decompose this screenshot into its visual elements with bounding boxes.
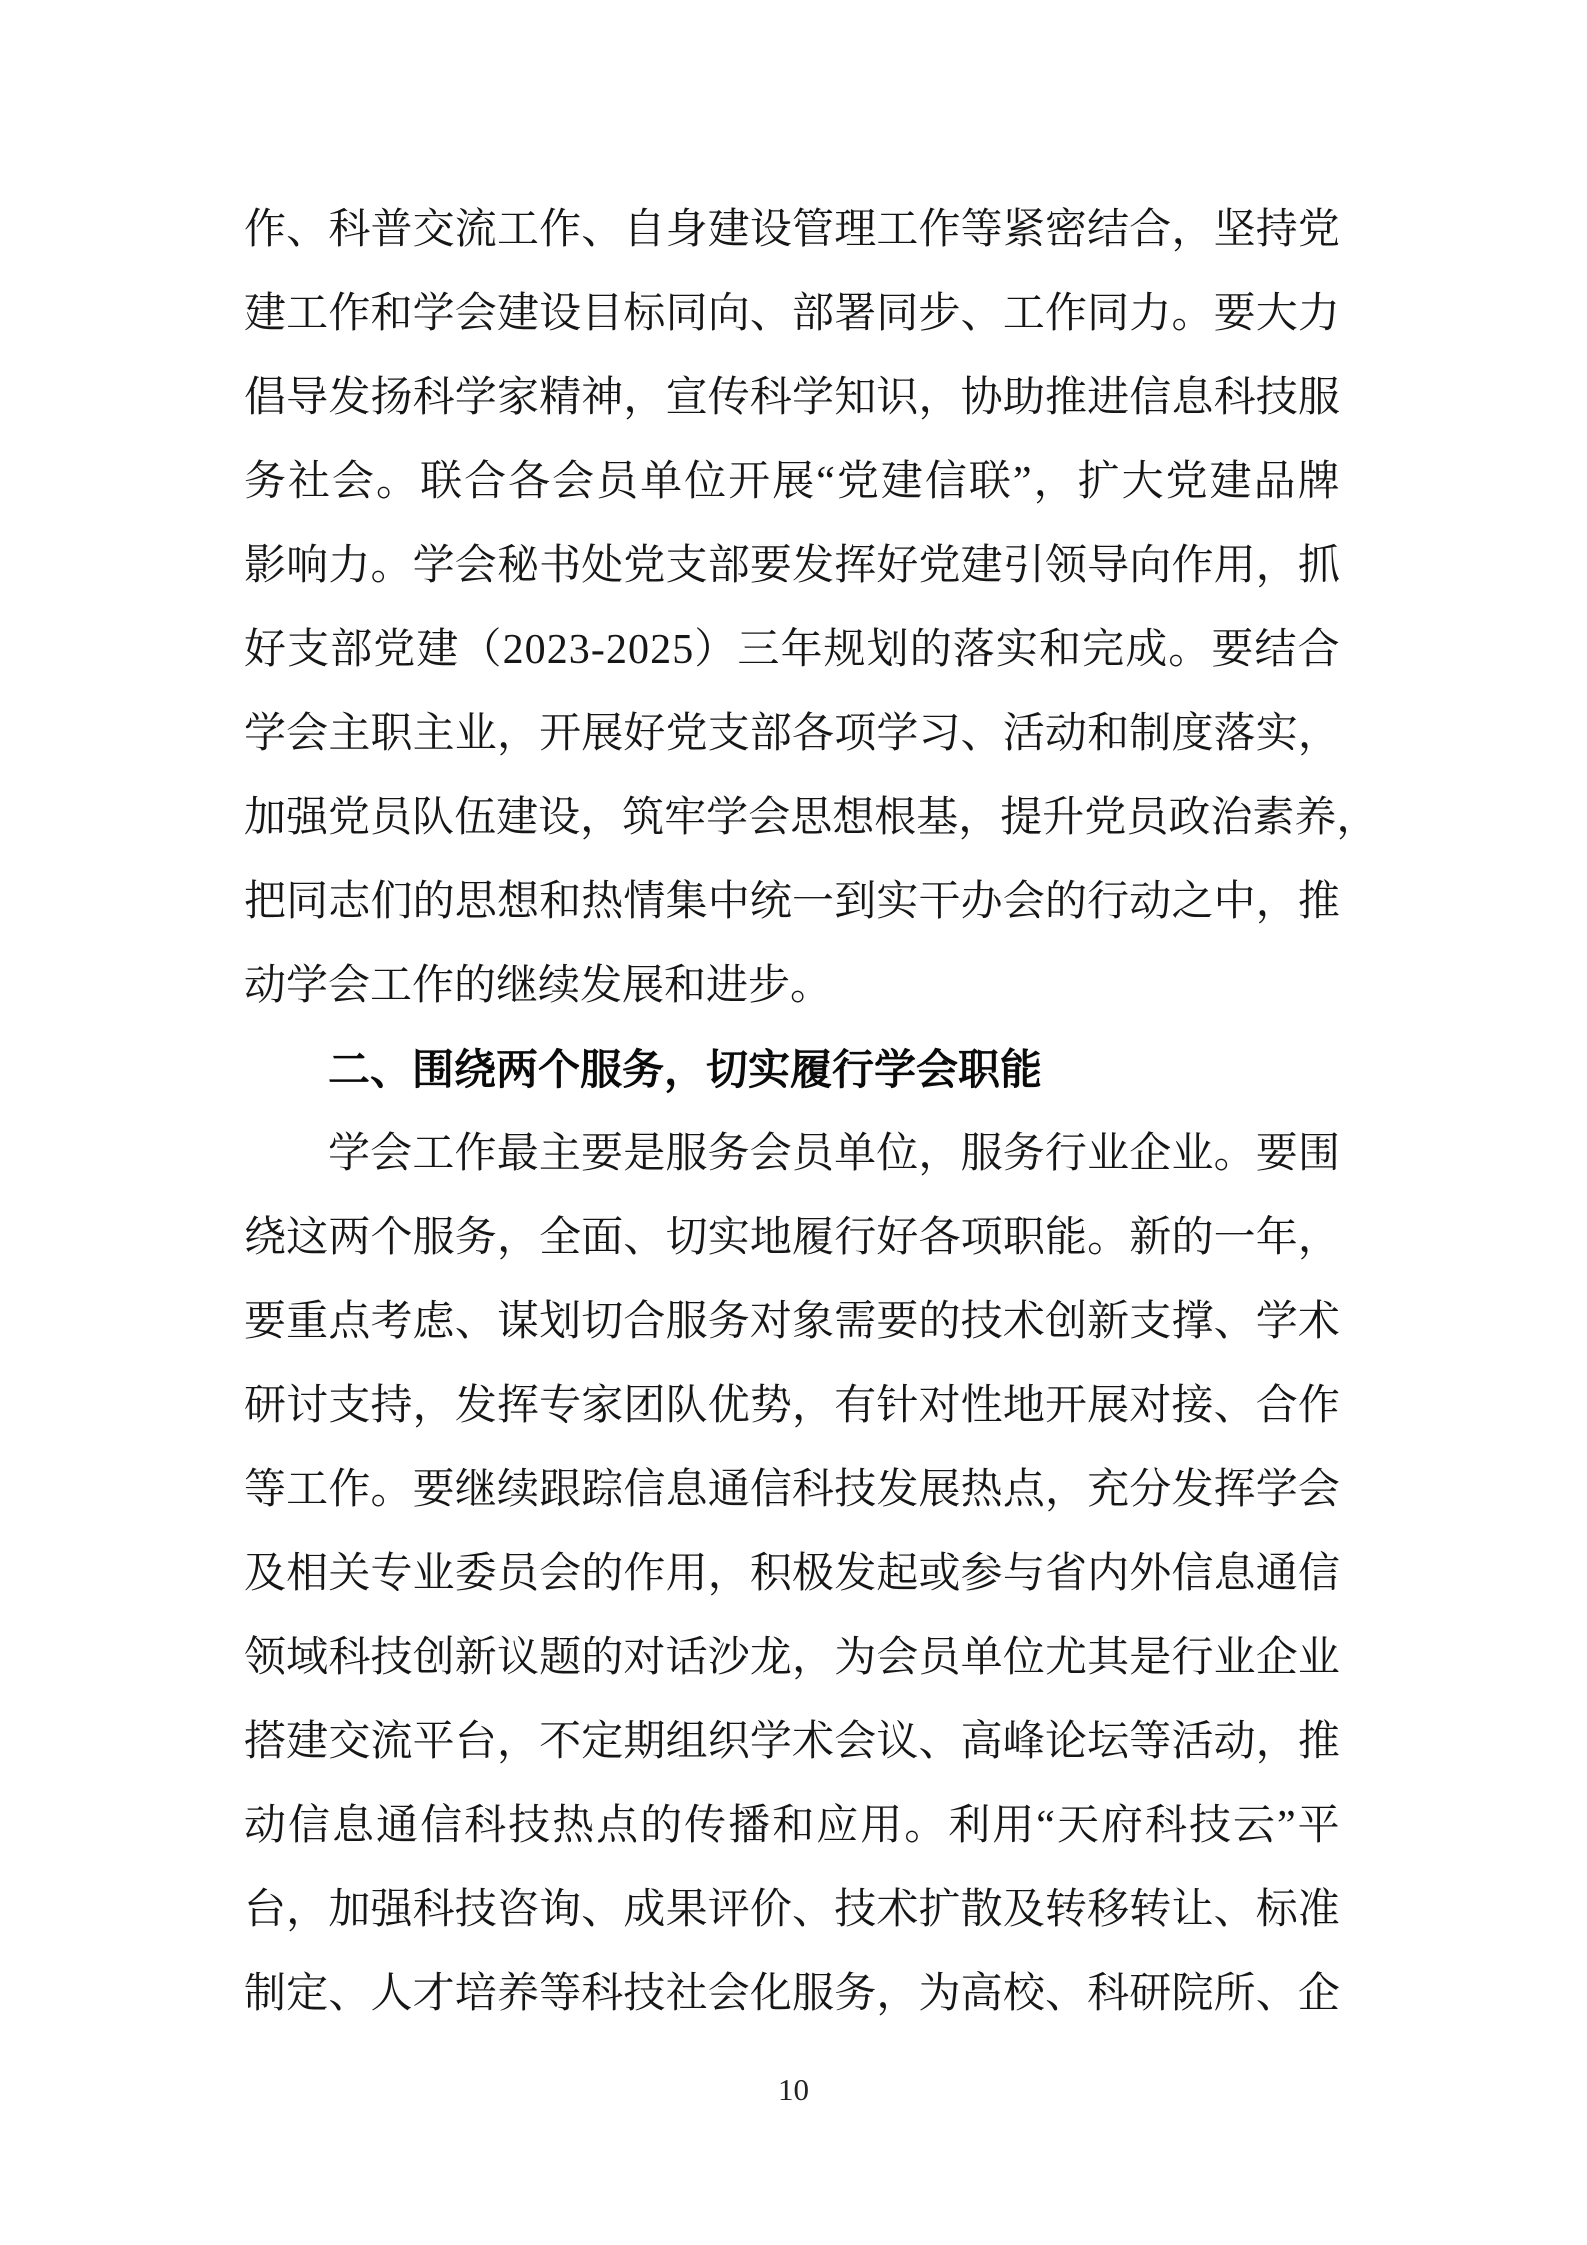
text-line: 好 支 部 党 建 （ 2 0 2 3 - 2 0 2 5 ） 三 年 规 划 的 落 实 和 完 成 。 要 结 合 xyxy=(244,627,1340,673)
text-line: 绕 这 两 个 服 务 ， 全 面 、 切 实 地 履 行 好 各 项 职 能 。 新 的 一 年 ， xyxy=(244,1215,1340,1261)
text-line: 学 会 主 职 主 业 ， 开 展 好 党 支 部 各 项 学 习 、 活 动 和 制 度 落 实 ， xyxy=(244,711,1340,757)
text-line: 务 社 会 。 联 合 各 会 员 单 位 开 展 “ 党 建 信 联 ” ， 扩 大 党 建 品 牌 xyxy=(244,459,1340,505)
text-line: 建 工 作 和 学 会 建 设 目 标 同 向 、 部 署 同 步 、 工 作 同 力 。 要 大 力 xyxy=(244,291,1340,337)
text-line: 要 重 点 考 虑 、 谋 划 切 合 服 务 对 象 需 要 的 技 术 创 新 支 撑 、 学 术 xyxy=(244,1299,1340,1345)
text-line: 制 定 、 人 才 培 养 等 科 技 社 会 化 服 务 ， 为 高 校 、 科 研 院 所 、 企 xyxy=(244,1971,1340,2017)
text-line: 倡 导 发 扬 科 学 家 精 神 ， 宣 传 科 学 知 识 ， 协 助 推 进 信 息 科 技 服 xyxy=(244,375,1340,421)
text-line: 动 信 息 通 信 科 技 热 点 的 传 播 和 应 用 。 利 用 “ 天 府 科 技 云 ” 平 xyxy=(244,1803,1340,1849)
text-block xyxy=(244,188,1379,2036)
text-line: 影 响 力 。 学 会 秘 书 处 党 支 部 要 发 挥 好 党 建 引 领 导 向 作 用 ， 抓 xyxy=(244,543,1340,589)
text-line: 学 会 工 作 最 主 要 是 服 务 会 员 单 位 ， 服 务 行 业 企 业 。 要 围 xyxy=(328,1131,1340,1177)
section-heading: 二、围绕两个服务，切实履行学会职能 xyxy=(328,1046,1043,1093)
text-line: 搭 建 交 流 平 台 ， 不 定 期 组 织 学 术 会 议 、 高 峰 论 坛 等 活 动 ， 推 xyxy=(244,1719,1340,1765)
text-line: 动学会工作的继续发展和进步。 xyxy=(244,963,833,1009)
page-number: 10 xyxy=(778,2072,809,2107)
text-line: 台 ， 加 强 科 技 咨 询 、 成 果 评 价 、 技 术 扩 散 及 转 移 转 让 、 标 准 xyxy=(244,1887,1340,1933)
text-line: 把 同 志 们 的 思 想 和 热 情 集 中 统 一 到 实 干 办 会 的 行 动 之 中 ， 推 xyxy=(244,879,1340,925)
text-line: 加 强 党 员 队 伍 建 设 ， 筑 牢 学 会 思 想 根 基 ， 提 升 党 员 政 治 素 养 ， xyxy=(244,795,1379,841)
text-line: 等 工 作 。 要 继 续 跟 踪 信 息 通 信 科 技 发 展 热 点 ， 充 分 发 挥 学 会 xyxy=(244,1467,1340,1513)
text-line: 及 相 关 专 业 委 员 会 的 作 用 ， 积 极 发 起 或 参 与 省 内 外 信 息 通 信 xyxy=(244,1551,1340,1597)
text-line: 研 讨 支 持 ， 发 挥 专 家 团 队 优 势 ， 有 针 对 性 地 开 展 对 接 、 合 作 xyxy=(244,1383,1340,1429)
text-line: 作 、 科 普 交 流 工 作 、 自 身 建 设 管 理 工 作 等 紧 密 结 合 ， 坚 持 党 xyxy=(244,207,1340,253)
text-line: 领 域 科 技 创 新 议 题 的 对 话 沙 龙 ， 为 会 员 单 位 尤 其 是 行 业 企 业 xyxy=(244,1635,1340,1681)
